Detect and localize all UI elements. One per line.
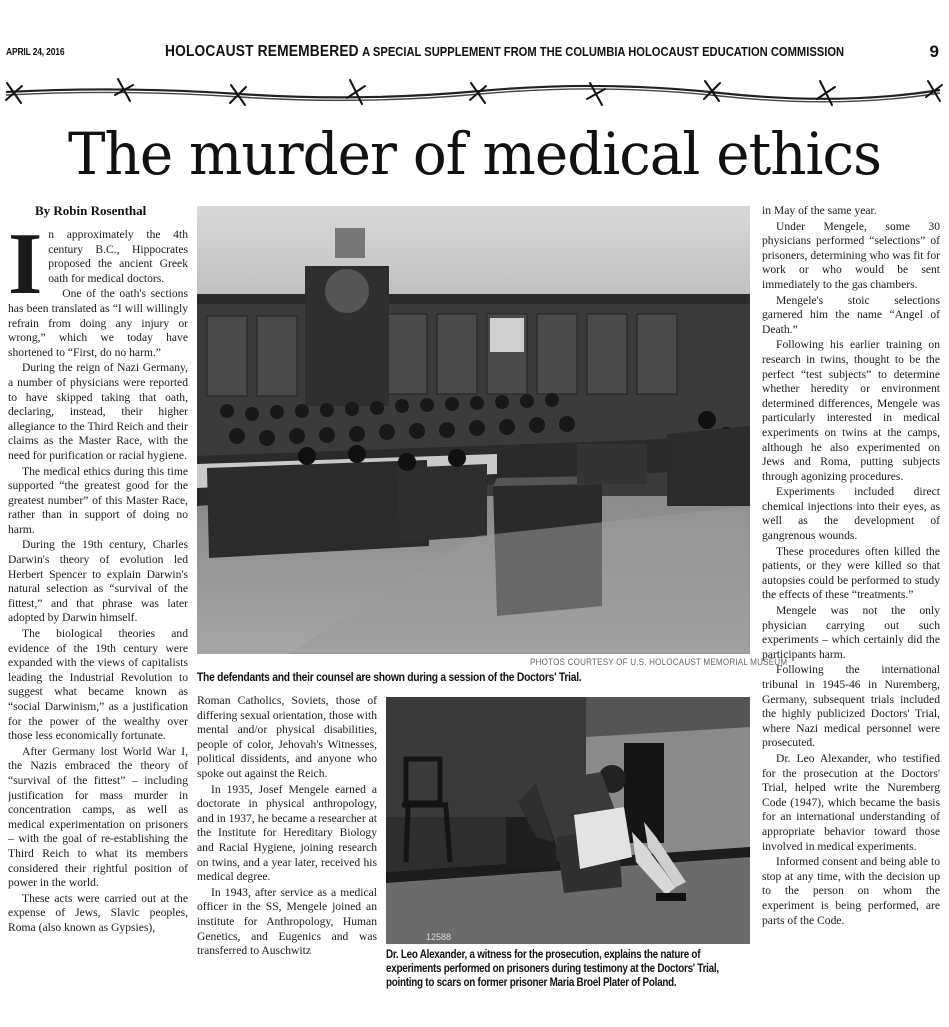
paragraph: One of the oath's sections has been translated as “I will willingly refrain from doing any injury or wrong,” which we today have shortened to “First, do no harm.” — [8, 287, 188, 359]
paragraph: in May of the same year. — [762, 204, 877, 217]
paragraph: In 1935, Josef Mengele earned a doctorate in physical anthropology, and in 1937, he became a researcher at the Institute for Hereditary Biology and Racial Hygiene, joining research on twins, and a year later, received his medical degree. — [197, 782, 377, 884]
paragraph: The medical ethics during this time supported “the greatest good for the greatest number” of this Master Race, rather than in support of doing no harm. — [8, 464, 188, 536]
paragraph: n approximately the 4th century B.C., Hippocrates proposed the ancient Greek oath for medical doctors. — [48, 228, 188, 285]
paragraph: Following the international tribunal in 1945-46 in Nuremberg, Germany, subsequent trials included the highly publicized Doctors' Trial, where Nazi medical personnel were prosecuted. — [762, 663, 940, 750]
doctors-trial-courtroom-photo — [197, 206, 750, 654]
paragraph: In 1943, after service as a medical officer in the SS, Mengele joined an institute for Anthropology, Human Genetics, and Eugenics and was transferred to Auschwitz — [197, 885, 377, 958]
article-column-1 — [8, 228, 188, 1018]
section-header — [165, 43, 844, 61]
testimony-illustration — [386, 697, 750, 944]
section-title: HOLOCAUST REMEMBERED — [165, 43, 359, 60]
paragraph: During the 19th century, Charles Darwin's theory of evolution led Herbert Spencer to explain Darwin's natural selection as “survival of the fittest,” and that phrase was later adopted by Darwin himself. — [8, 538, 188, 625]
paragraph: Roman Catholics, Soviets, those of differing sexual orientation, those with mental and/or physical disabilities, people of color, Jehovah's Witnesses, political dissidents, and anyone who spoke out against the Reich. — [197, 694, 377, 780]
paragraph: The biological theories and evidence of the 19th century were expanded with the views of capitalists leading the Industrial Revolution to suggest what became known as “social Darwinism,” as a justification for the power of the wealthy over those less economically fortunate. — [8, 627, 188, 743]
paragraph: Informed consent and being able to stop at any time, with the decision up to the person on whom the experiment is being performed, are parts of the Code. — [762, 855, 940, 927]
masthead — [0, 0, 949, 60]
leo-alexander-testimony-photo — [386, 697, 750, 944]
courtroom-illustration — [197, 206, 750, 654]
section-subtitle: A SPECIAL SUPPLEMENT FROM THE COLUMBIA HOLOCAUST EDUCATION COMMISSION — [362, 44, 845, 59]
photo-caption-testimony: Dr. Leo Alexander, a witness for the prosecution, explains the nature of experiments performed on prisoners during testimony at the Doctors' Trial, pointing to scars on former prisoner Maria Broel Plater of Poland. — [386, 948, 719, 989]
byline: By Robin Rosenthal — [35, 203, 147, 218]
paragraph: Following his earlier training on research in twins, thought to be the perfect “test subjects” to determine whether heredity or environment determined differences, Mengele was particularly interested in medical experiments on twins at the camps, although he also experimented on Jews and Roma, putting subjects through agonizing procedures. — [762, 338, 940, 483]
photo-caption-courtroom: The defendants and their counsel are shown during a session of the Doctors' Trial. — [197, 670, 582, 684]
paragraph: These procedures often killed the patients, or they were killed so that autopsies could be performed to study the effects of these “treatments.” — [762, 544, 940, 602]
article-column-3 — [762, 204, 940, 1004]
film-number: 12588 — [426, 932, 452, 942]
paragraph: Dr. Leo Alexander, who testified for the prosecution at the Doctors' Trial, helped write the Nuremberg Code (1947), which became the basis for an international understanding of appropriate behavior toward those involved in medical experiments. — [762, 751, 940, 853]
paragraph: Mengele's stoic selections garnered him the name “Angel of Death.” — [762, 293, 940, 336]
page-number: 9 — [929, 42, 939, 61]
article-column-2 — [197, 694, 377, 994]
article-headline: The murder of medical ethics — [67, 120, 882, 188]
issue-date: APRIL 24, 2016 — [6, 47, 65, 58]
paragraph: During the reign of Nazi Germany, a number of physicians were reported to have skipped taking that oath, declaring, instead, their higher allegiance to the Third Reich and their claims as the Master Race, with the need for purification or racial hygiene. — [8, 361, 188, 462]
barbed-wire-divider — [0, 64, 949, 124]
photo-credit: PHOTOS COURTESY OF U.S. HOLOCAUST MEMORIAL MUSEUM — [530, 657, 788, 667]
paragraph: Mengele was not the only physician carrying out such experiments – which certainly did the participants harm. — [762, 604, 940, 661]
paragraph: Under Mengele, some 30 physicians performed “selections” of prisoners, determining who was fit for work or who would be sent immediately to the gas chambers. — [762, 219, 940, 291]
lead-paragraph — [8, 228, 188, 313]
paragraph: Experiments included direct chemical injections into their eyes, as well as the development of gangrenous wounds. — [762, 485, 940, 543]
drop-cap: I — [8, 228, 43, 313]
paragraph: After Germany lost World War I, the Nazis embraced the theory of “survival of the fittest” – including justification for mass murder in concentration camps, as well as medical experimentation on prisoners – with the goal of re-establishing the Third Reich to what its members considered their rightful position of power in the world. — [8, 744, 188, 890]
paragraph: These acts were carried out at the expense of Jews, Slavic peoples, Roma (also known as Gypsies), — [8, 891, 188, 934]
